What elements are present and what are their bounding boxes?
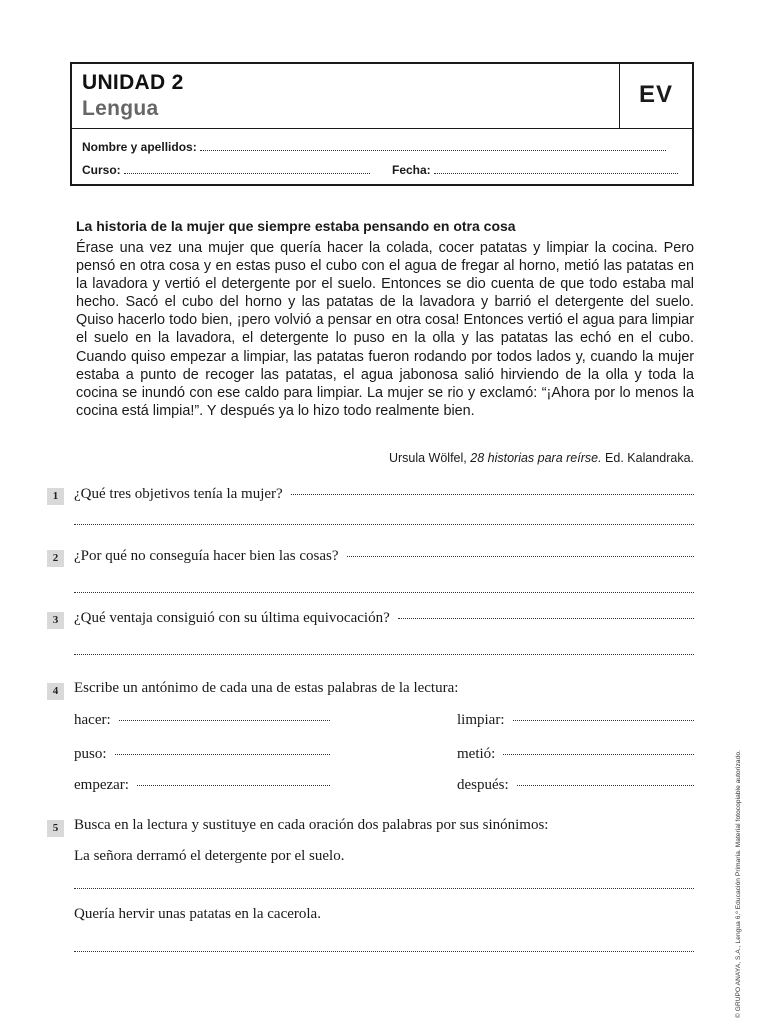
- sentence-2-text: Quería hervir unas patatas en la cacerola.: [74, 906, 321, 922]
- source-author: Ursula Wölfel,: [388, 451, 467, 465]
- antonym-hacer: [74, 712, 330, 729]
- question-3-text: ¿Qué ventaja consiguió con su última equivocación?: [74, 610, 390, 626]
- sentence-1-text: La señora derramó el detergente por el suelo.: [74, 848, 345, 864]
- question-number-2: 2: [47, 550, 64, 567]
- level-code-cell: [619, 64, 692, 128]
- antonym-word: después:: [457, 777, 509, 793]
- antonym-answer-field[interactable]: [513, 720, 695, 721]
- antonym-word: metió:: [457, 746, 496, 762]
- date-label: Fecha:: [392, 163, 431, 177]
- question-1: [74, 486, 694, 503]
- antonym-answer-field[interactable]: [115, 754, 330, 755]
- antonym-word: puso:: [74, 746, 107, 762]
- antonym-word: empezar:: [74, 777, 129, 793]
- unit-title: UNIDAD 2: [82, 71, 184, 94]
- answer-line-3b[interactable]: [74, 654, 694, 655]
- question-2-text: ¿Por qué no conseguía hacer bien las cosas?: [74, 548, 339, 564]
- date-field[interactable]: [434, 163, 678, 174]
- header-box: [70, 62, 694, 186]
- question-2: [74, 548, 694, 565]
- question-4-text: Escribe un antónimo de cada una de estas palabras de la lectura:: [74, 680, 459, 696]
- course-label: Curso:: [82, 163, 121, 177]
- reading-body: Érase una vez una mujer que quería hacer la colada, cocer patatas y limpiar la cocina. Pero pensó en otra cosa y en estas puso el cubo con el agua de fregar al horno, metió las patatas en la lavadora y vertió el detergente por el suelo. Entonces se dio cuenta de que todo estaba mal hecho. Sacó el cubo del horno y las patatas de la lavadora y barrió el detergente del suelo. Quiso hacerlo todo bien, ¡pero volvió a pensar en otra cosa! Entonces vertió el agua para limpiar el suelo en la lavadora, el detergente lo puso en la olla y las patatas las echó en el cubo. Cuando quiso empezar a limpiar, las patatas fueron rodando por todos lados y, cuando la mujer estaba a punto de recoger las patatas, el agua jabonosa salió hirviendo de la olla y toda la cocina se inundó con ese caldo para limpiar. La mujer se rio y exclamó: “¡Ahora por lo menos la cocina está limpia!”. Y después ya lo hizo todo realmente bien.: [76, 240, 694, 419]
- source-book: 28 historias para reírse.: [470, 451, 602, 465]
- antonym-answer-field[interactable]: [119, 720, 330, 721]
- reading-source: [389, 451, 694, 465]
- name-field[interactable]: [200, 140, 666, 151]
- question-1-text: ¿Qué tres objetivos tenía la mujer?: [74, 486, 283, 502]
- antonym-puso: [74, 746, 330, 763]
- course-field-row: [82, 163, 370, 177]
- source-publisher: Ed. Kalandraka.: [605, 451, 694, 465]
- subject-title: Lengua: [82, 97, 159, 120]
- antonym-word: limpiar:: [457, 712, 505, 728]
- answer-line-5a[interactable]: [74, 888, 694, 889]
- antonym-metio: [457, 746, 694, 763]
- date-field-row: [392, 163, 678, 177]
- antonym-answer-field[interactable]: [137, 785, 330, 786]
- answer-line-3a[interactable]: [398, 617, 694, 619]
- level-code: EV: [638, 81, 673, 108]
- question-number-3: 3: [47, 612, 64, 629]
- course-field[interactable]: [124, 163, 370, 174]
- antonym-despues: [457, 777, 694, 794]
- answer-line-2b[interactable]: [74, 592, 694, 593]
- name-label: Nombre y apellidos:: [82, 140, 197, 154]
- name-field-row: [82, 140, 666, 154]
- question-5-text: Busca en la lectura y sustituye en cada oración dos palabras por sus sinónimos:: [74, 817, 549, 833]
- question-5: [74, 817, 694, 834]
- question-4: [74, 680, 694, 697]
- answer-line-5b[interactable]: [74, 951, 694, 952]
- header-title-row: [72, 64, 692, 129]
- antonym-answer-field[interactable]: [503, 754, 694, 755]
- answer-line-1a[interactable]: [291, 493, 694, 495]
- answer-line-2a[interactable]: [347, 555, 695, 557]
- question-5-sentence-2: [74, 906, 694, 923]
- question-number-4: 4: [47, 683, 64, 700]
- answer-line-1b[interactable]: [74, 524, 694, 525]
- question-number-1: 1: [47, 488, 64, 505]
- question-number-5: 5: [47, 820, 64, 837]
- copyright-note: © GRUPO ANAYA, S.A., Lengua 6.º Educación Primaria. Material fotocopiable autorizado.: [735, 750, 742, 1018]
- antonym-empezar: [74, 777, 330, 794]
- reading-title: La historia de la mujer que siempre estaba pensando en otra cosa: [76, 218, 516, 234]
- antonym-answer-field[interactable]: [517, 785, 694, 786]
- antonym-word: hacer:: [74, 712, 111, 728]
- question-5-sentence-1: [74, 848, 694, 865]
- question-3: [74, 610, 694, 627]
- antonym-limpiar: [457, 712, 694, 729]
